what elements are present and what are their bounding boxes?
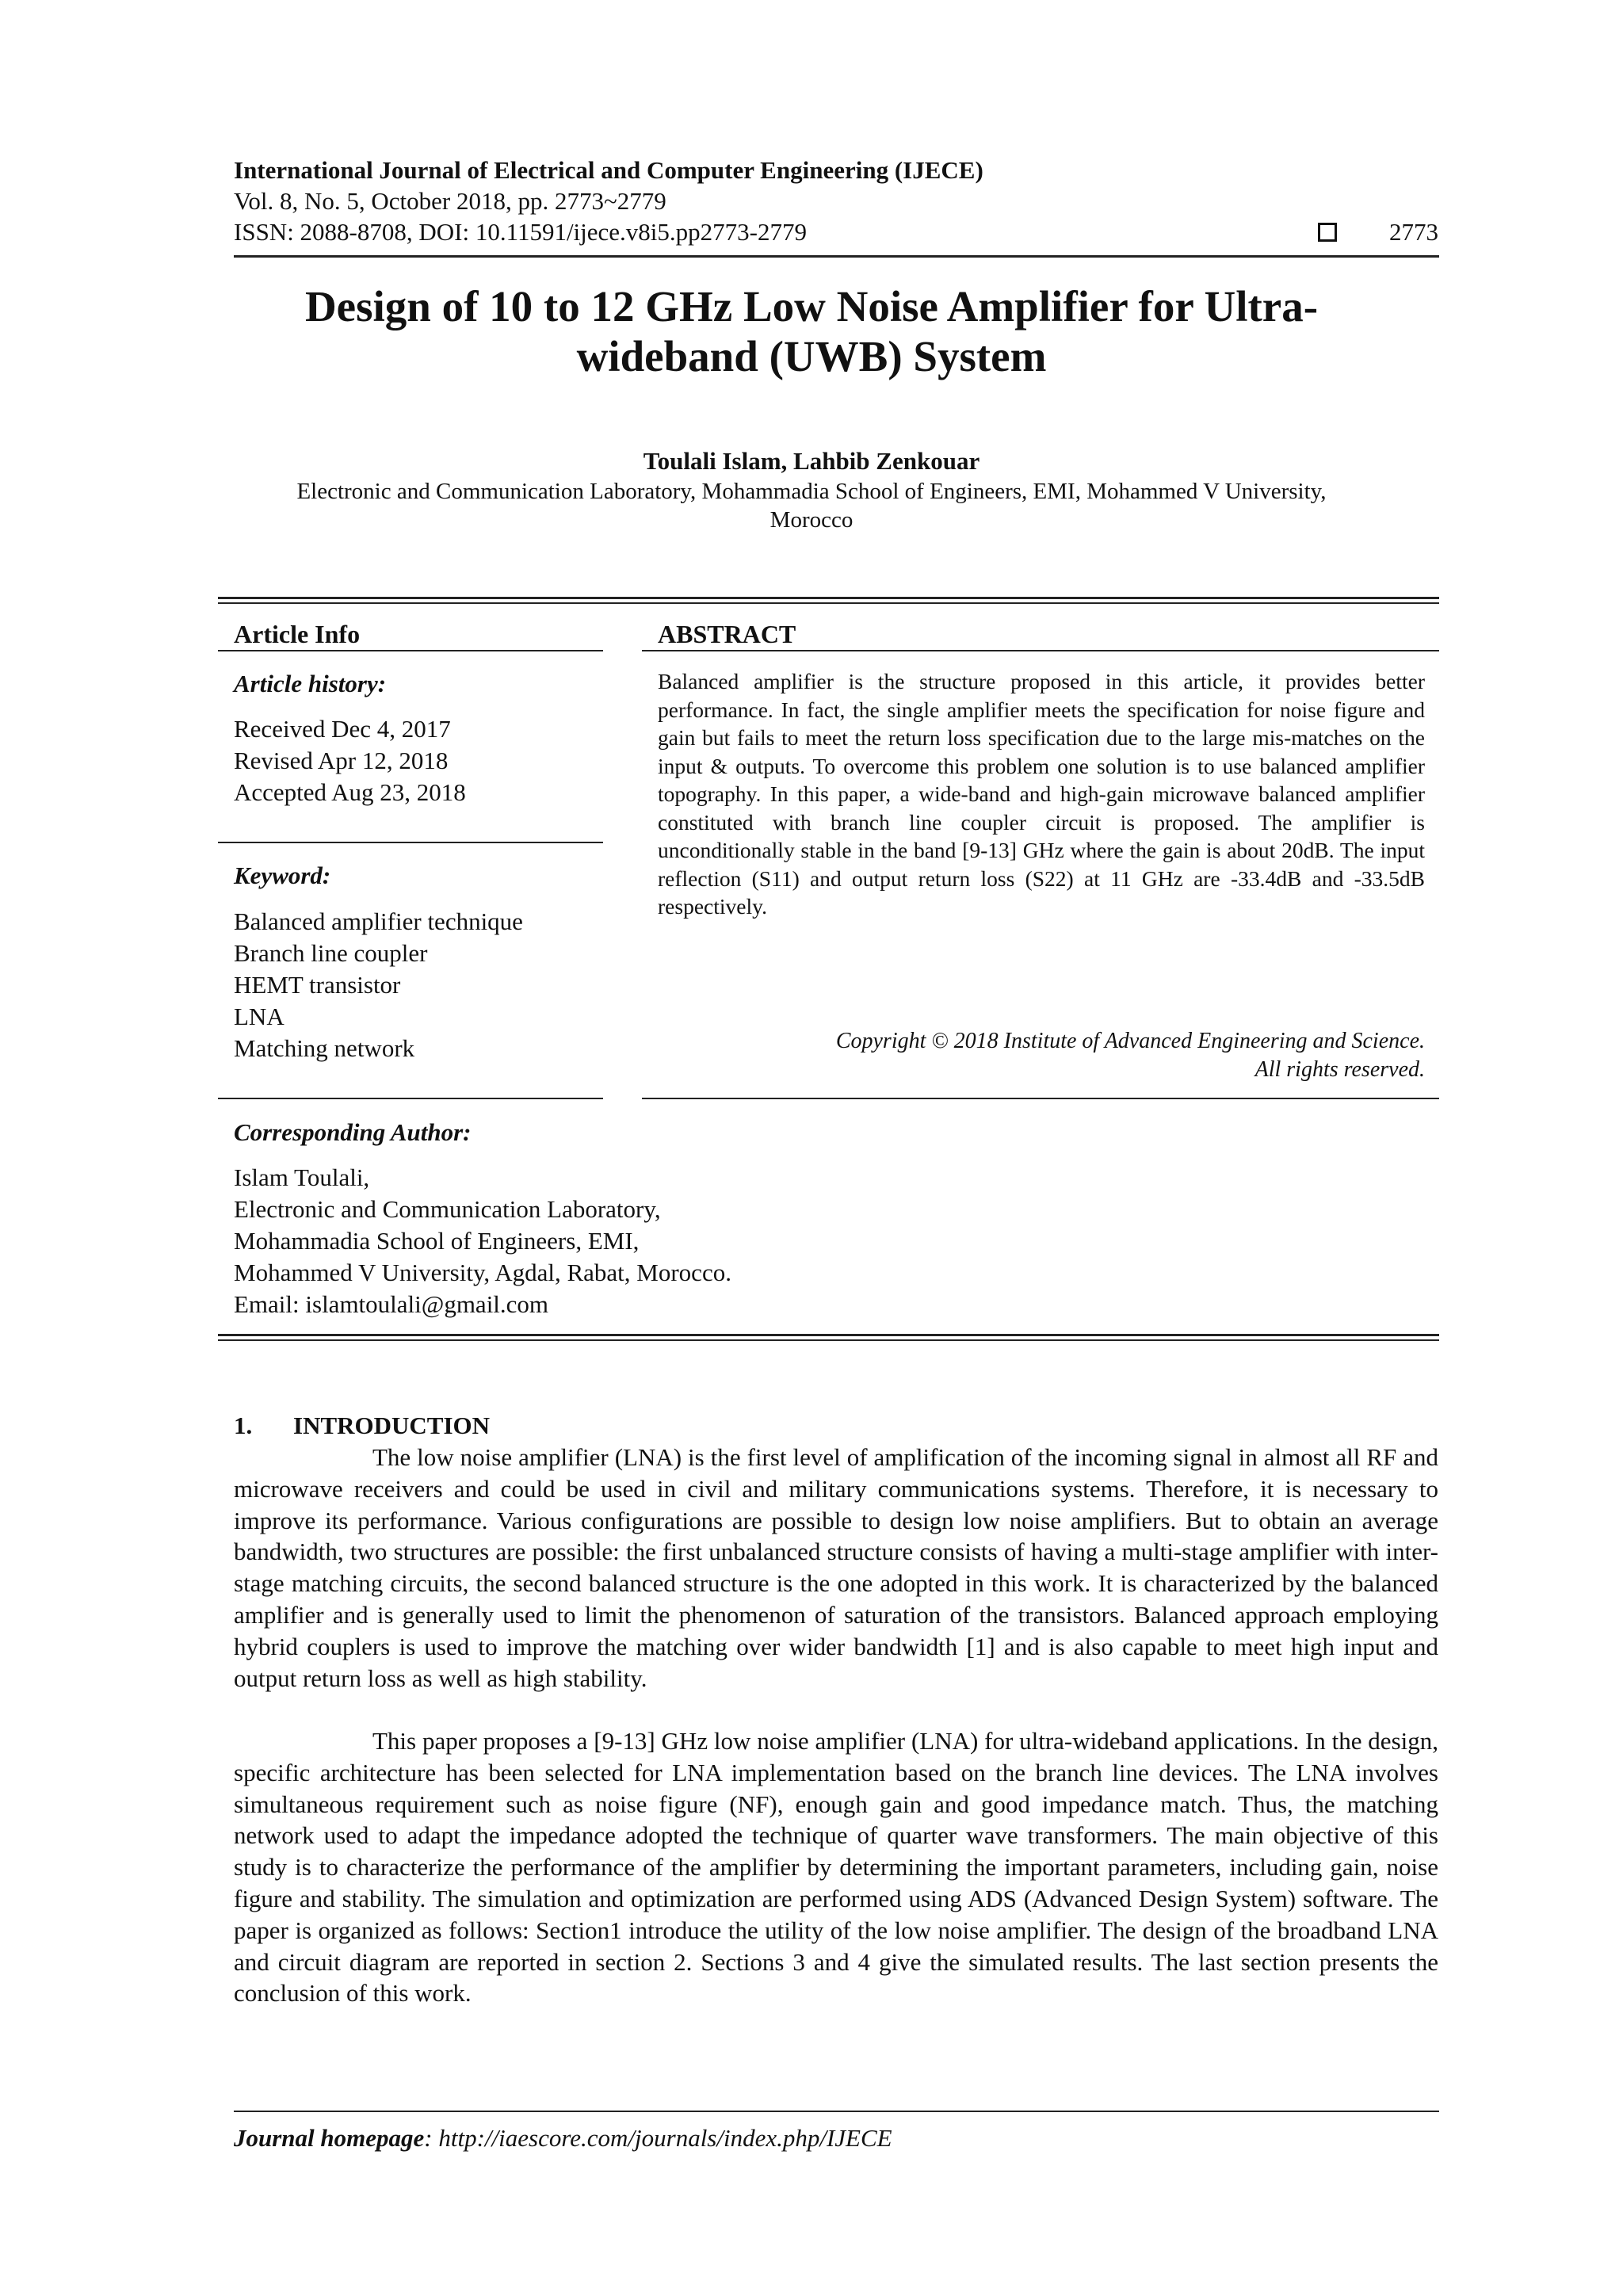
section-title: INTRODUCTION [293, 1412, 491, 1439]
info-box-top-rule [218, 597, 1439, 599]
title-line: wideband (UWB) System [576, 332, 1047, 380]
page-number: 2773 [1389, 218, 1438, 246]
article-info-rule [218, 650, 603, 651]
title-line: Design of 10 to 12 GHz Low Noise Amplifier for Ultra- [304, 282, 1319, 330]
journal-issn-doi: ISSN: 2088-8708, DOI: 10.11591/ijece.v8i5.pp2773-2779 [234, 218, 807, 246]
corresponding-author-label: Corresponding Author: [234, 1118, 472, 1146]
affiliation [262, 477, 1361, 534]
header-rule [234, 255, 1439, 258]
journal-homepage: Journal homepage: http://iaescore.com/journals/index.php/IJECE [234, 2124, 892, 2152]
article-history-label: Article history: [234, 670, 387, 697]
corresponding-line: Islam Toulali, [234, 1163, 370, 1191]
corresponding-line: Electronic and Communication Laboratory, [234, 1195, 661, 1223]
copyright-line: All rights reserved. [1254, 1057, 1425, 1082]
history-item: Revised Apr 12, 2018 [234, 747, 449, 774]
footer-rule [234, 2111, 1439, 2112]
abstract-text: Balanced amplifier is the structure proposed in this article, it provides better performance. In fact, the single amplifier meets the specification for noise figure and gain but fails to meet the return loss specification due to the large mis-matches on the input & outputs. To overcome this problem one solution is to use balanced amplifier topography. In this paper, a wide-band and high-gain microwave balanced amplifier constituted with branch line coupler circuit is proposed. The amplifier is unconditionally stable in the band [9-13] GHz where the gain is about 20dB. The input reflection (S11) and output return loss (S22) at 11 GHz are -33.4dB and -33.5dB respectively. [658, 669, 1425, 919]
intro-paragraph: This paper proposes a [9-13] GHz low noise amplifier (LNA) for ultra-wideband applications. In the design, specific architecture has been selected for LNA implementation based on the branch line devices. The LNA involves simultaneous requirement such as noise figure (NF), enough gain and good impedance match. Thus, the matching network used to adapt the impedance adopted the technique of quarter wave transformers. The main objective of this study is to characterize the performance of the amplifier by determining the important parameters, including gain, noise figure and stability. The simulation and optimization are performed using ADS (Advanced Design System) software. The paper is organized as follows: Section1 introduce the utility of the low noise amplifier. The design of the broadband LNA and circuit diagram are reported in section 2. Sections 3 and 4 give the simulated results. The last section presents the conclusion of this work. [234, 1727, 1438, 2008]
introduction-heading [234, 1411, 490, 1441]
article-history [234, 713, 466, 808]
intro-paragraph: The low noise amplifier (LNA) is the first level of amplification of the incoming signal in almost all RF and microwave receivers and could be used in civil and military communications systems. Therefore, it is necessary to improve its performance. Various configurations are possible to design low noise amplifiers. But to obtain an average bandwidth, two structures are possible: the first unbalanced structure consists of having a multi-stage amplifier with inter-stage matching circuits, the second balanced structure is the one adopted in this work. It is characterized by the balanced amplifier and is generally used to limit the phenomenon of saturation of the transistors. Balanced approach employing hybrid couplers is used to improve the matching over wider bandwidth [1] and is also capable to meet high input and output return loss as well as high stability. [234, 1443, 1438, 1692]
keyword-label: Keyword: [234, 861, 331, 889]
homepage-url[interactable]: http://iaescore.com/journals/index.php/IJECE [438, 2124, 892, 2152]
abstract-rule [642, 650, 1439, 651]
keyword-item: HEMT transistor [234, 971, 401, 999]
keyword-item: LNA [234, 1003, 285, 1030]
corresponding-line: Mohammadia School of Engineers, EMI, [234, 1227, 640, 1255]
info-box-top-rule-2 [218, 602, 1439, 604]
corresponding-line: Email: islamtoulali@gmail.com [234, 1290, 549, 1318]
info-box-bottom-rule [218, 1334, 1439, 1336]
info-box-bottom-rule-2 [218, 1339, 1439, 1341]
affiliation-line: Electronic and Communication Laboratory, Mohammadia School of Engineers, EMI, Mohammed V University, [296, 479, 1327, 504]
corresponding-line: Mohammed V University, Agdal, Rabat, Morocco. [234, 1259, 731, 1286]
history-item: Accepted Aug 23, 2018 [234, 778, 466, 806]
keyword-item: Matching network [234, 1034, 415, 1062]
abstract-bottom-rule [642, 1098, 1439, 1099]
corresponding-author-details [234, 1162, 731, 1320]
keyword-item: Branch line coupler [234, 939, 428, 967]
homepage-label: Journal homepage [234, 2124, 425, 2152]
square-bullet-icon [1318, 223, 1337, 242]
abstract-heading: ABSTRACT [658, 620, 796, 648]
history-rule [218, 842, 603, 843]
paper-title [238, 281, 1385, 381]
copyright-line: Copyright © 2018 Institute of Advanced Engineering and Science. [835, 1029, 1425, 1053]
copyright-notice [658, 1027, 1425, 1084]
journal-name: International Journal of Electrical and Computer Engineering (IJECE) [234, 156, 983, 184]
keyword-list [234, 906, 523, 1064]
history-item: Received Dec 4, 2017 [234, 715, 451, 743]
keyword-item: Balanced amplifier technique [234, 907, 523, 935]
authors: Toulali Islam, Lahbib Zenkouar [643, 447, 980, 475]
keyword-rule [218, 1098, 603, 1099]
section-number: 1. [234, 1412, 253, 1439]
affiliation-line: Morocco [769, 507, 854, 533]
journal-volume: Vol. 8, No. 5, October 2018, pp. 2773~2779 [234, 187, 666, 215]
article-info-heading: Article Info [234, 620, 361, 648]
